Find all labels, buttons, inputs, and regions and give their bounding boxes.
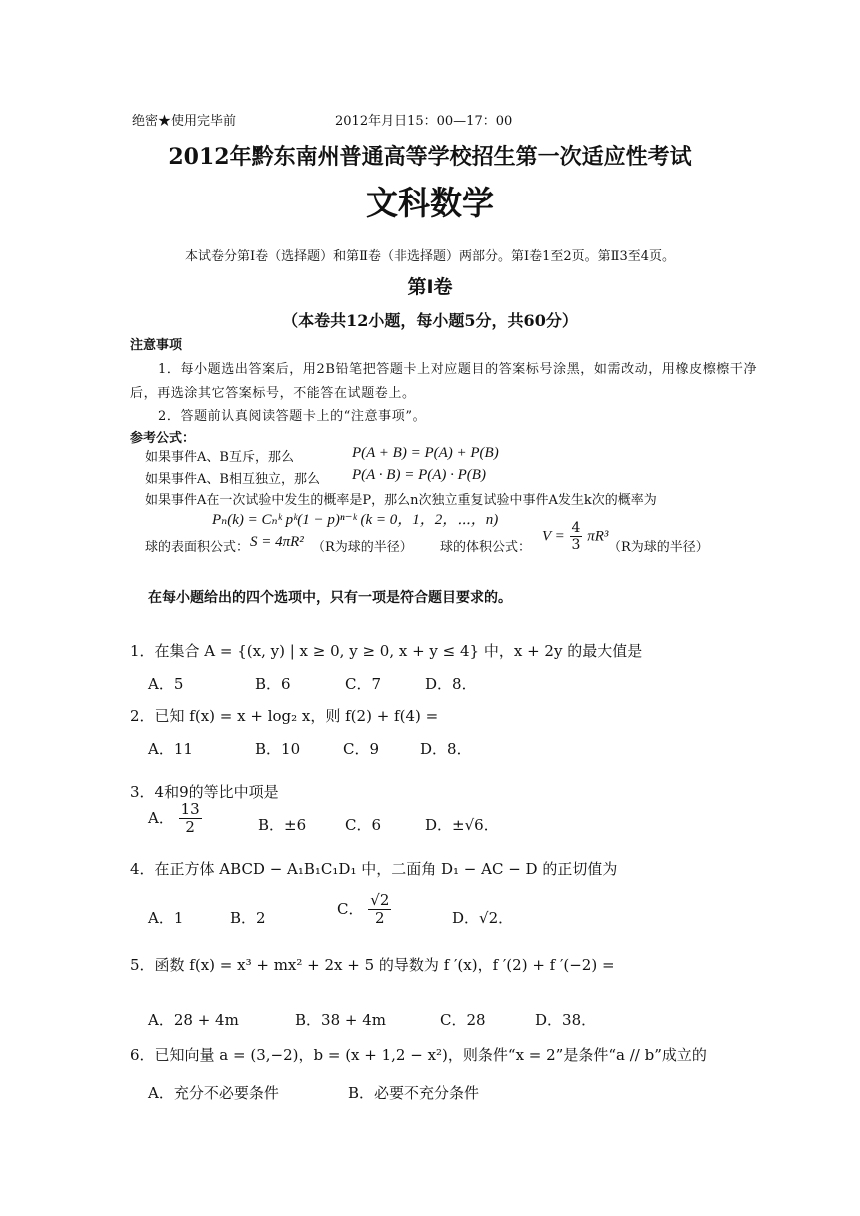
question-3-option-c[interactable]: C．6: [345, 816, 382, 834]
question-4-option-b[interactable]: B．2: [230, 909, 266, 927]
question-3-option-a-label: A．: [148, 808, 174, 827]
question-3-option-b[interactable]: B．±6: [258, 816, 307, 834]
formula-5-label: 球的体积公式：: [440, 540, 532, 555]
subject-title: 文科数学: [365, 184, 494, 222]
formula-5-equation: [542, 520, 608, 553]
question-4-option-d[interactable]: D．√2．: [452, 909, 514, 927]
exam-title: 2012年黔东南州普通高等学校招生第一次适应性考试: [168, 144, 692, 170]
question-3-option-a-denominator: 2: [185, 818, 195, 837]
question-4-option-c-denominator: 2: [375, 909, 385, 928]
formula-4-equation: S = 4πR²: [250, 534, 304, 550]
formula-3-text: 如果事件A在一次试验中发生的概率是P，那么n次独立重复试验中事件A发生k次的概率为: [145, 493, 657, 508]
part1-title: 第Ⅰ卷: [407, 276, 453, 298]
question-4-option-c-fraction: [368, 892, 391, 928]
question-3-option-a[interactable]: [148, 801, 202, 837]
question-2-option-a[interactable]: A．11: [148, 740, 193, 758]
intro-text: 本试卷分第Ⅰ卷（选择题）和第Ⅱ卷（非选择题）两部分。第Ⅰ卷1至2页。第Ⅱ3至4页。: [184, 249, 676, 264]
formula-4-label: 球的表面积公式：: [145, 540, 250, 555]
question-5-stem: 5．函数 f(x) = x³ + mx² + 2x + 5 的导数为 f ′(x)，f ′(2) + f ′(−2) =: [130, 956, 615, 974]
formulas-heading: 参考公式：: [130, 431, 196, 446]
formula-2-equation: P(A · B) = P(A) · P(B): [352, 467, 486, 483]
formula-1-equation: P(A + B) = P(A) + P(B): [352, 445, 499, 461]
notice-heading: 注意事项: [130, 338, 183, 353]
question-2-option-c[interactable]: C．9: [343, 740, 380, 758]
question-4-option-c[interactable]: [337, 892, 391, 928]
question-4-option-a[interactable]: A．1: [148, 909, 184, 927]
question-3-option-a-fraction: [179, 801, 202, 837]
question-5-option-a[interactable]: A．28 + 4m: [148, 1011, 239, 1029]
formula-4-note: （R为球的半径）: [312, 540, 413, 555]
question-3-option-a-numerator: 13: [180, 800, 200, 818]
formula-5-rest: πR³: [587, 528, 609, 545]
question-4-option-c-label: C．: [337, 899, 364, 918]
formula-2-text: 如果事件A、B相互独立，那么: [145, 472, 320, 487]
notice-item-1-line-1: 1．每小题选出答案后，用2B铅笔把答题卡上对应题目的答案标号涂黑，如需改动，用橡皮檫檫干净: [158, 362, 758, 377]
section-instruction: 在每小题给出的四个选项中，只有一项是符合题目要求的。: [148, 590, 512, 606]
question-1-option-a[interactable]: A．5: [148, 675, 184, 693]
part1-subtitle: （本卷共12小题，每小题5分，共60分）: [282, 311, 578, 330]
question-5-option-d[interactable]: D．38．: [535, 1011, 597, 1029]
exam-time: 2012年月日15：00—17：00: [335, 114, 513, 129]
question-2-option-b[interactable]: B．10: [255, 740, 301, 758]
formula-5-fraction: [570, 520, 583, 553]
formula-5-note: （R为球的半径）: [608, 540, 709, 555]
question-6-option-b[interactable]: B．必要不充分条件: [348, 1084, 480, 1102]
question-4-stem: 4．在正方体 ABCD − A₁B₁C₁D₁ 中，二面角 D₁ − AC − D 的正切值为: [130, 860, 618, 878]
question-3-option-d[interactable]: D．±√6．: [425, 816, 499, 834]
question-4-option-c-numerator: √2: [370, 891, 390, 909]
question-1-option-c[interactable]: C．7: [345, 675, 382, 693]
question-6-option-a[interactable]: A．充分不必要条件: [148, 1084, 279, 1102]
formula-5-denominator: 3: [571, 537, 581, 554]
question-3-stem: 3．4和9的等比中项是: [130, 783, 279, 801]
notice-item-1-line-2: 后，再选涂其它答案标号，不能答在试题卷上。: [130, 386, 416, 401]
question-5-option-b[interactable]: B．38 + 4m: [295, 1011, 386, 1029]
question-6-stem: 6．已知向量 a = (3,−2)，b = (x + 1,2 − x²)，则条件“x = 2”是条件“a // b”成立的: [130, 1046, 707, 1064]
formula-1-text: 如果事件A、B互斥，那么: [145, 450, 294, 465]
question-2-option-d[interactable]: D．8．: [420, 740, 472, 758]
question-1-option-d[interactable]: D．8．: [425, 675, 477, 693]
question-5-option-c[interactable]: C．28: [440, 1011, 486, 1029]
question-1-option-b[interactable]: B．6: [255, 675, 291, 693]
secret-label: 绝密★使用完毕前: [132, 114, 237, 129]
formula-5-v: V =: [542, 528, 565, 545]
question-1-stem: 1．在集合 A = {(x, y) | x ≥ 0, y ≥ 0, x + y ≤ 4} 中，x + 2y 的最大值是: [130, 642, 643, 660]
notice-item-2: 2．答题前认真阅读答题卡上的“注意事项”。: [158, 409, 427, 424]
formula-5-numerator: 4: [571, 520, 581, 536]
formula-3-equation: Pₙ(k) = Cₙᵏ pᵏ(1 − p)ⁿ⁻ᵏ (k = 0，1，2，⋯，n): [212, 512, 499, 528]
question-2-stem: 2．已知 f(x) = x + log₂ x，则 f(2) + f(4) =: [130, 707, 439, 725]
